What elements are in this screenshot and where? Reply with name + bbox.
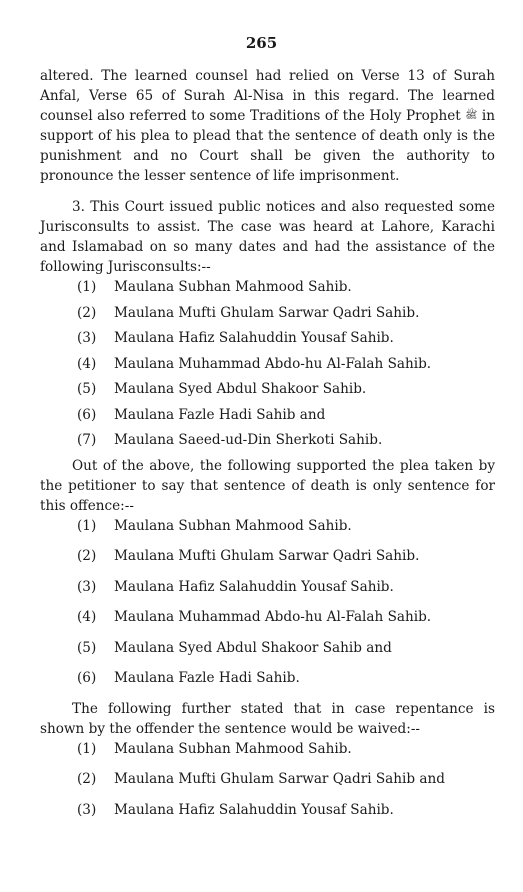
list-item-name: Maulana Hafiz Salahuddin Yousaf Sahib. (114, 578, 394, 595)
list-item (40, 739, 495, 770)
page-body (40, 66, 495, 830)
list-item (40, 607, 495, 638)
paragraph-1-text-b: in support of his plea to plead that the sentence of death only is the punishment and no Court shall be given the authority to pronounce the lesser sentence of life imprisonment. (40, 108, 495, 184)
list-item-number: (1) (77, 279, 97, 295)
list-item-number: (6) (77, 406, 97, 423)
list-item (40, 769, 495, 800)
list-item-name: Maulana Mufti Ghulam Sarwar Qadri Sahib and (114, 771, 445, 787)
list-item-number: (4) (77, 609, 97, 625)
list-item (40, 546, 495, 577)
list-item (40, 516, 495, 547)
list-item-name: Maulana Hafiz Salahuddin Yousaf Sahib. (114, 801, 394, 818)
paragraph-1-text-a: altered. The learned counsel had relied on Verse 13 of Surah Anfal, Verse 65 of Surah Al-Nisa in this regard. The learned counsel also referred to some Traditions of the Holy Prophet (40, 68, 495, 124)
salutation-glyph-icon: ﷺ (465, 110, 478, 121)
list-item-name: Maulana Muhammad Abdo-hu Al-Falah Sahib. (114, 355, 432, 372)
supporters-list (40, 516, 495, 699)
jurisconsults-list (40, 277, 495, 456)
list-item (40, 577, 495, 608)
list-item (40, 405, 495, 431)
page-number: 265 (245, 34, 278, 52)
list-item (40, 668, 495, 699)
list-item-number: (1) (77, 517, 97, 534)
list-item-name: Maulana Fazle Hadi Sahib and (114, 406, 326, 423)
list-item-number: (6) (77, 670, 97, 686)
list-item-name: Maulana Mufti Ghulam Sarwar Qadri Sahib. (114, 548, 420, 564)
list-item-name: Maulana Hafiz Salahuddin Yousaf Sahib. (114, 330, 394, 346)
list-item-number: (2) (77, 304, 97, 321)
list-item-number: (7) (77, 432, 97, 448)
list-item-number: (5) (77, 639, 97, 656)
paragraph-1 (40, 66, 495, 186)
list-item-number: (2) (77, 548, 97, 564)
list-item-name: Maulana Saeed-ud-Din Sherkoti Sahib. (114, 432, 383, 448)
list-item-name: Maulana Syed Abdul Shakoor Sahib. (114, 381, 367, 397)
list-item (40, 303, 495, 329)
list-item-name: Maulana Muhammad Abdo-hu Al-Falah Sahib. (114, 609, 432, 625)
list-item-number: (3) (77, 330, 97, 346)
list-item (40, 430, 495, 456)
paragraph-2: 3. This Court issued public notices and also requested some Jurisconsults to assist. The case was heard at Lahore, Karachi and Islamabad on so many dates and had the assistance of the following Jurisconsults:-- (40, 199, 495, 275)
list-item-number: (5) (77, 381, 97, 397)
list-item-name: Maulana Subhan Mahmood Sahib. (114, 279, 352, 295)
list-item (40, 328, 495, 354)
list-item-name: Maulana Mufti Ghulam Sarwar Qadri Sahib. (114, 304, 420, 321)
list-item-number: (2) (77, 771, 97, 787)
list-item-number: (4) (77, 355, 97, 372)
list-item-number: (3) (77, 578, 97, 595)
list-item (40, 379, 495, 405)
list-item (40, 638, 495, 669)
list-item-number: (1) (77, 740, 97, 757)
list-item (40, 800, 495, 831)
paragraph-3: Out of the above, the following supported the plea taken by the petitioner to say that sentence of death is only sentence for this offence:-- (40, 457, 495, 514)
list-item-name: Maulana Fazle Hadi Sahib. (114, 670, 300, 686)
repentance-list (40, 739, 495, 831)
list-item-number: (3) (77, 801, 97, 818)
list-item-name: Maulana Syed Abdul Shakoor Sahib and (114, 639, 392, 656)
paragraph-4: The following further stated that in case repentance is shown by the offender the sentence would be waived:-- (40, 700, 495, 737)
list-item-name: Maulana Subhan Mahmood Sahib. (114, 517, 352, 534)
list-item (40, 354, 495, 380)
list-item-name: Maulana Subhan Mahmood Sahib. (114, 740, 352, 757)
list-item (40, 277, 495, 303)
